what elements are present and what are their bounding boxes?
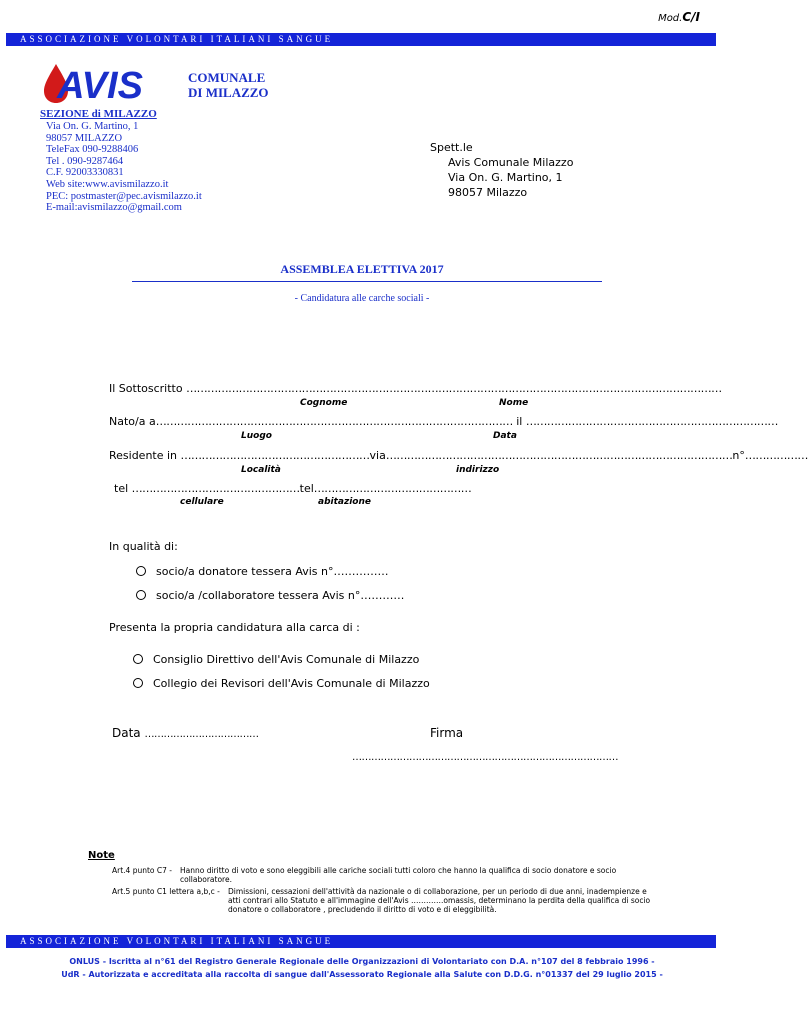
- candidatura-option-consiglio[interactable]: [133, 653, 419, 666]
- comunale-line1: COMUNALE: [188, 70, 266, 85]
- indirizzo-caption: indirizzo: [456, 465, 500, 475]
- cognome-caption: Cognome: [300, 398, 348, 408]
- comunale-line2: DI MILAZZO: [188, 85, 269, 100]
- recipient-block: [430, 140, 573, 200]
- data-sign-label: Data: [112, 726, 141, 740]
- qualita-option-collaboratore[interactable]: [136, 589, 404, 602]
- tel-home-label: tel: [299, 482, 314, 495]
- qualita-option-donatore[interactable]: [136, 565, 388, 578]
- address-line: Web site:www.avismilazzo.it: [46, 178, 169, 190]
- document-title: ASSEMBLEA ELETTIVA 2017: [280, 262, 444, 276]
- qualita-option-label: socio/a donatore tessera Avis n°……………: [156, 565, 389, 578]
- address-line: Tel . 090-9287464: [46, 155, 124, 167]
- nato-input[interactable]: …………………………………………………………………………………………: [155, 415, 513, 428]
- candidatura-option-label: Consiglio Direttivo dell'Avis Comunale di Milazzo: [153, 653, 420, 666]
- address-line: Via On. G. Martino, 1: [46, 121, 139, 132]
- candidatura-label: Presenta la propria candidatura alla carca di :: [109, 621, 360, 634]
- footer-onlus: ONLUS - Iscritta al n°61 del Registro Generale Regionale delle Organizzazioni di Volontariato con D.A. n°107 del 8 febbraio 1996 -: [69, 957, 655, 966]
- radio-circle[interactable]: [136, 566, 146, 576]
- address-line: 98057 MILAZZO: [46, 132, 123, 144]
- top-band: ASSOCIAZIONE VOLONTARI ITALIANI SANGUE: [6, 33, 716, 46]
- qualita-label: In qualità di:: [109, 540, 178, 553]
- nato-row: [109, 415, 778, 428]
- n-input[interactable]: ………………: [744, 449, 808, 462]
- title-underline: [132, 281, 602, 282]
- sottoscritto-input[interactable]: ………………………………………………………………………………………………………………………………………: [186, 382, 722, 395]
- sottoscritto-label: Il Sottoscritto: [109, 382, 183, 395]
- nato-label: Nato/a a: [109, 415, 156, 428]
- notes-heading: Note: [88, 850, 115, 861]
- candidatura-option-revisori[interactable]: [133, 677, 430, 690]
- firma-label: Firma: [430, 726, 464, 740]
- candidatura-option-label: Collegio dei Revisori dell'Avis Comunale di Milazzo: [153, 677, 430, 690]
- residente-label: Residente in: [109, 449, 178, 462]
- via-label: via: [369, 449, 386, 462]
- address-line: C.F. 92003330831: [46, 167, 124, 179]
- abitazione-caption: abitazione: [318, 497, 371, 507]
- n-label: n°: [732, 449, 745, 462]
- bottom-band: ASSOCIAZIONE VOLONTARI ITALIANI SANGUE: [6, 935, 716, 948]
- data-caption: Data: [493, 431, 517, 441]
- comunale-label: [188, 70, 269, 100]
- data-sign-input[interactable]: ………………………………: [144, 729, 259, 740]
- qualita-option-label: socio/a /collaboratore tessera Avis n°…………: [156, 589, 405, 602]
- radio-circle[interactable]: [136, 590, 146, 600]
- radio-circle[interactable]: [133, 654, 143, 664]
- module-prefix: Mod.: [658, 13, 683, 24]
- residente-row: [109, 449, 808, 462]
- il-input[interactable]: ………………………………………………………………: [525, 415, 778, 428]
- data-sign-row: [112, 726, 258, 740]
- via-input[interactable]: ………………………………………………………………………………………: [385, 449, 733, 462]
- logo-text: AVIS: [57, 65, 143, 107]
- module-code-value: C/I: [682, 10, 700, 24]
- sezione-title: SEZIONE di MILAZZO: [40, 108, 157, 120]
- recipient-line1: Avis Comunale Milazzo: [448, 156, 574, 169]
- tel-cell-input[interactable]: …………………………………………: [131, 482, 300, 495]
- recipient-spett: Spett.le: [430, 141, 473, 154]
- art5-text: Dimissioni, cessazioni dell'attività da nazionale o di collaborazione, per un periodo di due anni, inadempienze e atti contrari allo Statuto e all'immagine dell'Avis ………….omassis, determinano la perdita della qualifica di socio donatore o collaboratore , precludendo il diritto di voto e di eleggibilità.: [228, 887, 651, 914]
- art4-text: Hanno diritto di voto e sono eleggibili alle cariche sociali tutti coloro che hanno la qualifica di socio donatore e socio collaboratore.: [180, 866, 617, 884]
- il-label: il: [516, 415, 523, 428]
- localita-caption: Località: [241, 465, 281, 475]
- nome-caption: Nome: [499, 398, 529, 408]
- tel-home-input[interactable]: ………………………………………: [313, 482, 472, 495]
- tel-cell-label: tel: [114, 482, 129, 495]
- address-block: [46, 121, 202, 214]
- address-line: E-mail:avismilazzo@gmail.com: [46, 202, 182, 214]
- residente-input[interactable]: ………………………………………………: [180, 449, 370, 462]
- luogo-caption: Luogo: [241, 431, 272, 441]
- recipient-line2: Via On. G. Martino, 1: [448, 171, 563, 184]
- recipient-line3: 98057 Milazzo: [448, 186, 528, 199]
- address-line: TeleFax 090-9288406: [46, 144, 139, 156]
- cellulare-caption: cellulare: [180, 497, 224, 507]
- avis-logo: [40, 62, 176, 107]
- address-line: PEC: postmaster@pec.avismilazzo.it: [46, 190, 202, 202]
- module-code: [658, 10, 700, 24]
- document-subtitle: - Candidatura alle carche sociali -: [294, 293, 430, 304]
- sottoscritto-row: [109, 382, 722, 395]
- radio-circle[interactable]: [133, 678, 143, 688]
- art5-ref: Art.5 punto C1 lettera a,b,c -: [112, 887, 220, 896]
- footer-udr: UdR - Autorizzata e accreditata alla raccolta di sangue dall'Assessorato Regionale alla Salute con D.D.G. n°01337 del 29 luglio 2015 -: [61, 970, 663, 979]
- art4-ref: Art.4 punto C7 -: [112, 866, 172, 875]
- tel-row: [114, 482, 471, 495]
- firma-input[interactable]: …………………………………………………………………………: [352, 752, 618, 763]
